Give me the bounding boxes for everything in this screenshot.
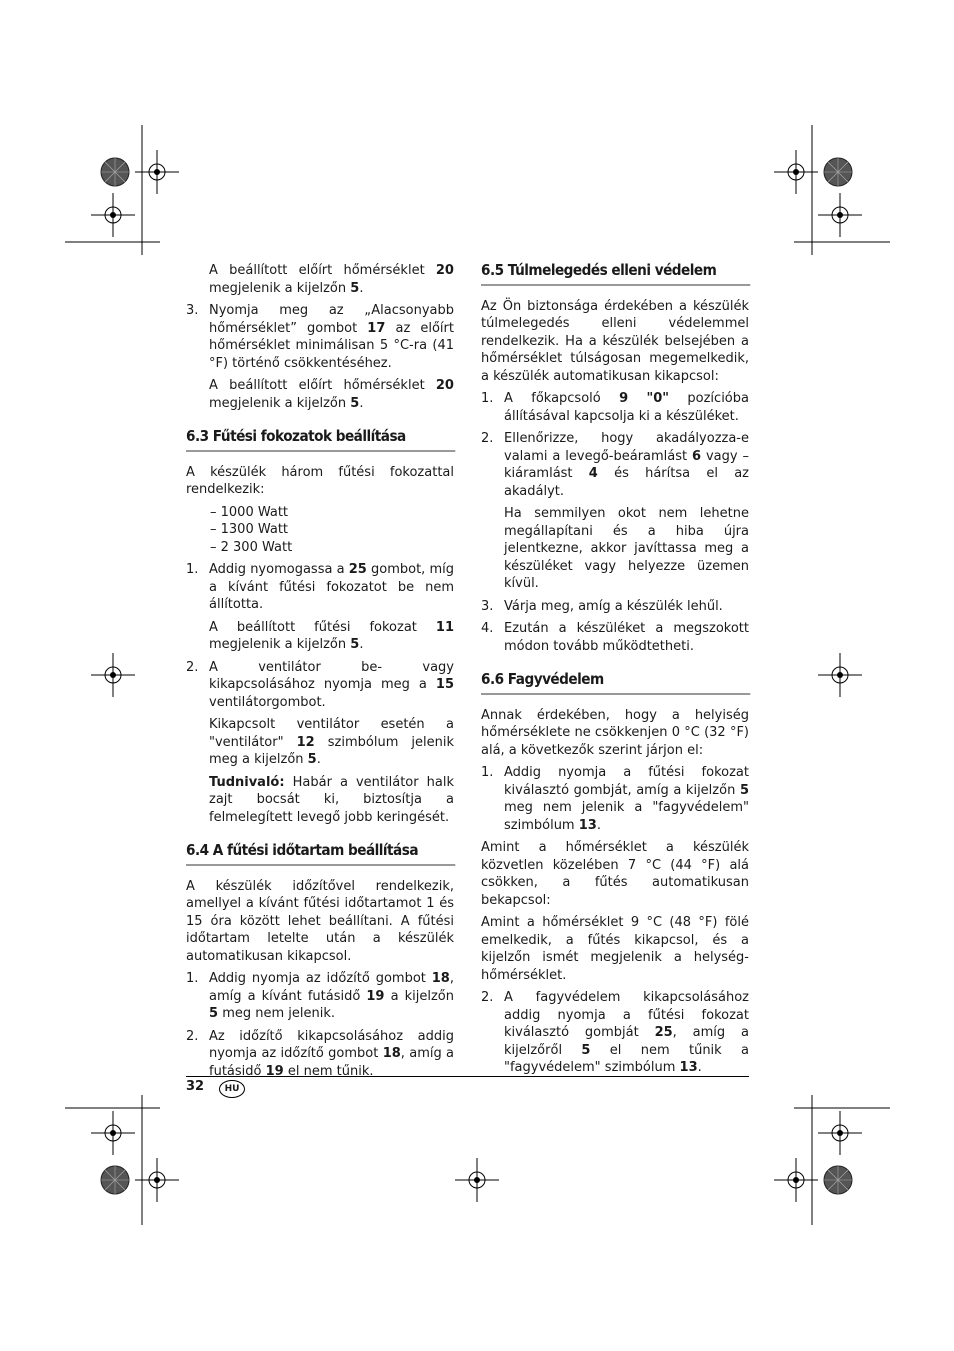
list-item: 2. A ventilátor be- vagy kikapcsolásához nyomja meg a 15 ventilátorgombot. [186, 659, 454, 710]
list-item: – 2 300 Watt [210, 539, 293, 555]
list-item: 3. Nyomja meg az „Alacsonyabb hőmérséklet” gombot 17 az előírt hőmérséklet minimálisan 5 °C-ra (41 °F) történő csökkentéséhez. [186, 303, 454, 371]
section-heading-6-4: 6.4 A fűtési időtartam beállítása [186, 842, 455, 866]
page-number: 32 [186, 1079, 205, 1094]
section-heading-6-5: 6.5 Túlmelegedés elleni védelem [481, 262, 750, 286]
list-item: 2. A fagyvédelem kikapcsolásához addig nyomja a fűtési fokozat kiválasztó gombját 25, amíg a kijelzőről 5 el nem tűnik a "fagyvédelem" szimbólum 13. [481, 990, 749, 1075]
footer-divider [186, 1076, 749, 1077]
list-item: 2. Az időzítő kikapcsolásához addig nyomja az időzítő gombot 18, amíg a futásidő 19 el nem tűnik. [186, 1028, 455, 1079]
paragraph: Amint a hőmérséklet a készülék közvetlen közelében 7 °C (44 °F) alá csökken, a fűtés automatikusan bekapcsol: [481, 840, 749, 908]
list-item: 1. Addig nyomja az időzítő gombot 18, amíg a kívánt futásidő 19 a kijelzőn 5 meg nem jelenik. [186, 971, 454, 1021]
paragraph: A beállított előírt hőmérséklet 20 megjelenik a kijelzőn 5. [209, 263, 454, 296]
list-item: 4. Ezután a készüléket a megszokott módon tovább működtetheti. [481, 621, 749, 654]
paragraph: A beállított előírt hőmérséklet 20 megjelenik a kijelzőn 5. [209, 378, 454, 411]
list-item: 1. A főkapcsoló 9 "0" pozícióba állításával kapcsolja ki a készüléket. [481, 391, 749, 424]
list-item: – 1300 Watt [210, 522, 289, 537]
paragraph: A készülék három fűtési fokozattal rendelkezik: [186, 464, 454, 497]
list-item: 1. Addig nyomja a fűtési fokozat kiválasztó gombját, amíg a kijelzőn 5 meg nem jelenik a "fagyvédelem" szimbólum 13. [481, 765, 749, 833]
left-column [186, 262, 454, 1085]
list-item: 2. Ellenőrizze, hogy akadályozza-e valami a levegő-beáramlást 6 vagy –kiáramlást 4 és hárítsa el az akadályt. [481, 431, 749, 499]
paragraph: Az Ön biztonsága érdekében a készülék túlmelegedés elleni védelemmel rendelkezik. Ha a készülék belsejében a hőmérséklet túlságosan megemelkedik, a készülék automatikusan kikapcsol: [481, 298, 749, 384]
list-item: 1. Addig nyomogassa a 25 gombot, míg a kívánt fűtési fokozatot be nem állította. [186, 562, 454, 612]
paragraph: Annak érdekében, hogy a helyiség hőmérséklete ne csökkenjen 0 °C (32 °F) alá, a következők szerint járjon el: [481, 707, 749, 758]
paragraph: A beállított fűtési fokozat 11 megjelenik a kijelzőn 5. [209, 619, 454, 652]
section-heading-6-6: 6.6 Fagyvédelem [481, 671, 750, 695]
note: Tudnivaló: Habár a ventilátor halk zajt bocsát ki, biztosítja a felmelegített levegő jobb keringését. [209, 774, 454, 825]
list-item: – 1000 Watt [210, 504, 289, 520]
list-item: 3. Várja meg, amíg a készülék lehűl. [481, 598, 723, 614]
section-heading-6-3: 6.3 Fűtési fokozatok beállítása [186, 428, 455, 452]
paragraph: Amint a hőmérséklet 9 °C (48 °F) fölé emelkedik, a fűtés kikapcsol, és a kijelzőn ismét megjelenik a helység-hőmérséklet. [481, 915, 749, 983]
paragraph: Kikapcsolt ventilátor esetén a "ventilátor" 12 szimbólum jelenik meg a kijelzőn 5. [209, 717, 454, 767]
paragraph: Ha semmilyen okot nem lehetne megállapítani és a hiba újra jelentkezne, akkor javíttassa meg a készüléket vagy helyezze üzemen kívül. [504, 506, 749, 591]
language-badge: HU [219, 1080, 245, 1098]
paragraph: A készülék időzítővel rendelkezik, amellyel a kívánt fűtési időtartamot 1 és 15 óra között lehet beállítani. A fűtési időtartam letelte után a készülék automatikusan kikapcsol. [186, 878, 454, 964]
right-column [481, 262, 749, 1082]
